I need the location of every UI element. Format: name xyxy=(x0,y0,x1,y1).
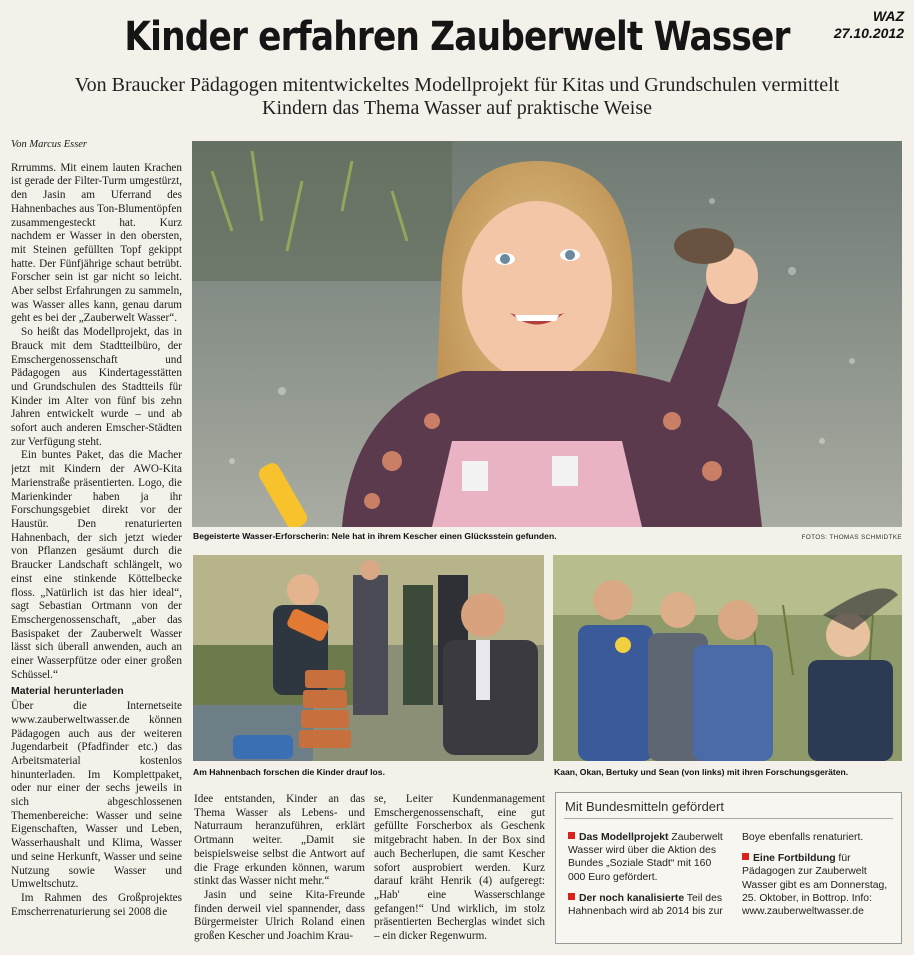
article-column-2 xyxy=(194,793,365,951)
paragraph: Über die Internetseite www.zauberweltwasser.de können Pädagogen auch aus der weiteren Jugendarbeit (Pfadfinder etc.) das Arbeitsmaterial kostenlos hinunterladen. Im Komplettpaket, oder nur einer der sechs jeweils in sich abgeschlossenen Themenbereiche: Wasser und seine Eigenschaften, Wasser und Leben, Wasserhaushalt und Klima, Wasser und seine Herkunft, Wasser und seine Nutzung sowie Wasser und Umweltschutz. xyxy=(11,700,182,891)
info-item-lead: Der noch kanalisierte xyxy=(579,892,685,904)
info-item-lead: Das Modellprojekt xyxy=(579,832,669,843)
paragraph: So heißt das Modellprojekt, das in Brauck mit dem Stadtteilbüro, der Emschergenossenschaft und Pädagogen aus Kindertagesstätten und Grundschulen des Stadtteils für Kinder im Alter von fünf bis zehn Jahren entwickelt wurde – und ab sofort auch anderen Emscher-Städten zur Verfügung steht. xyxy=(11,326,182,448)
right-photo-caption: Kaan, Okan, Bertuky und Sean (von links) mit ihren Forschungsgeräten. xyxy=(554,767,849,777)
info-item-text: Zauberwelt Wasser wird über die Aktion des Bundes „Soziale Stadt“ mit 160 000 Euro gefördert. xyxy=(568,832,723,883)
info-box xyxy=(555,792,902,944)
info-item xyxy=(742,852,894,918)
article-column-1 xyxy=(11,138,182,950)
byline: Von Marcus Esser xyxy=(11,139,88,150)
main-photo xyxy=(192,141,902,527)
info-box-column-left xyxy=(568,831,726,926)
source-paper: WAZ xyxy=(872,8,904,24)
paragraph: Rrrumms. Mit einem lauten Krachen ist gerade der Filter-Turm umgestürzt, den Jasin am Uferrand des Hahnenbaches aus Ton-Blumentöpfen zusammengesteckt hat. Kurz nachdem er Wasser in den obersten, mit Steinen gefüllten Topf gekippt hatte. Der Fünfjährige schaut betrübt. Forscher sein ist gar nicht so leicht. Aber selbst Erfahrungen zu sammeln, was Wasser alles kann, genau darum geht es bei der „Zauberwelt Wasser“. xyxy=(11,161,182,325)
left-photo-caption: Am Hahnenbach forschen die Kinder drauf los. xyxy=(193,767,385,777)
info-item xyxy=(568,831,726,884)
photo-hahnenbach xyxy=(193,555,544,761)
info-item-text: für Pädagogen zur Zauberwelt Wasser gibt es am Donnerstag, 25. Oktober, in Bottrop. Info: www.zauberweltwasser.de xyxy=(742,853,888,918)
article-column-3 xyxy=(374,793,545,951)
info-item: Boye ebenfalls renaturiert. xyxy=(742,832,864,843)
subheadline: Von Braucker Pädagogen mitentwickeltes Modellprojekt für Kitas und Grundschulen vermittelt Kindern das Thema Wasser auf praktische Weise xyxy=(74,74,840,119)
paragraph: Jasin und seine Kita-Freunde finden derweil viel spannender, dass Bürgermeister Ulrich Roland einen großen Kescher und Joachim Krau- xyxy=(194,888,365,943)
photo-children xyxy=(553,555,902,761)
red-square-icon xyxy=(568,893,575,900)
info-item-text: Teil des Hahnenbach wird ab 2014 bis zur xyxy=(568,892,723,918)
source-date: 27.10.2012 xyxy=(833,25,904,41)
red-square-icon xyxy=(742,853,749,860)
paragraph: Im Rahmen des Großprojektes Emscherrenaturierung sei 2008 die xyxy=(11,891,182,918)
red-square-icon xyxy=(568,832,575,839)
paragraph: se, Leiter Kundenmanagement Emschergenossenschaft, eine gut gefüllte Forscherbox als Geschenk mitgebracht haben. In der Box sind auch Becherlupen, die samt Kescher sofort ausprobiert werden. Kurz darauf kräht Henrik (4) aufgeregt: „Hab' eine Wasserschlange gefangen!“ Und wirklich, im stolz präsentierten Becherglas windet sich – ein dicker Regenwurm. xyxy=(374,793,545,943)
subheading: Material herunterladen xyxy=(11,685,124,698)
photo-credit: FOTOS: THOMAS SCHMIDTKE xyxy=(801,534,902,541)
divider xyxy=(564,818,893,819)
paragraph: Ein buntes Paket, das die Macher jetzt mit Kindern der AWO-Kita Marienstraße präsentierten. Logo, die Marienkinder haben ja ihr Forschungsgebiet direkt vor der Haustür. Den renaturierten Hahnenbach, der sich jetzt wieder von Pflanzen gesäumt durch die Braucker Landschaft schlängelt, wo einst eine stinkende Köttelbecke floss. „Natürlich ist das hier ideal“, sagt Sebastian Ortmann von der Emschergenossenschaft, „aber das Basispaket der Zauberwelt Wasser lässt sich überall anwenden, auch an einer Wasserpfütze oder einer großen Schüssel.“ xyxy=(11,449,182,681)
paragraph: Idee entstanden, Kinder an das Thema Wasser als Lebens- und Naturraum heranzuführen, erklärt Ortmann weiter. „Damit sie beispielsweise selbst die Antwort auf die Frage erkunden können, warum stinkt das Wasser nicht mehr.“ xyxy=(194,793,365,888)
info-box-title: Mit Bundesmitteln gefördert xyxy=(565,799,724,814)
info-box-column-right xyxy=(742,831,894,926)
info-item xyxy=(568,892,726,918)
info-item-lead: Eine Fortbildung xyxy=(753,853,836,865)
headline: Kinder erfahren Zauberwelt Wasser xyxy=(124,14,790,60)
main-photo-caption: Begeisterte Wasser-Erforscherin: Nele hat in ihrem Kescher einen Glücksstein gefunden. xyxy=(193,531,557,541)
